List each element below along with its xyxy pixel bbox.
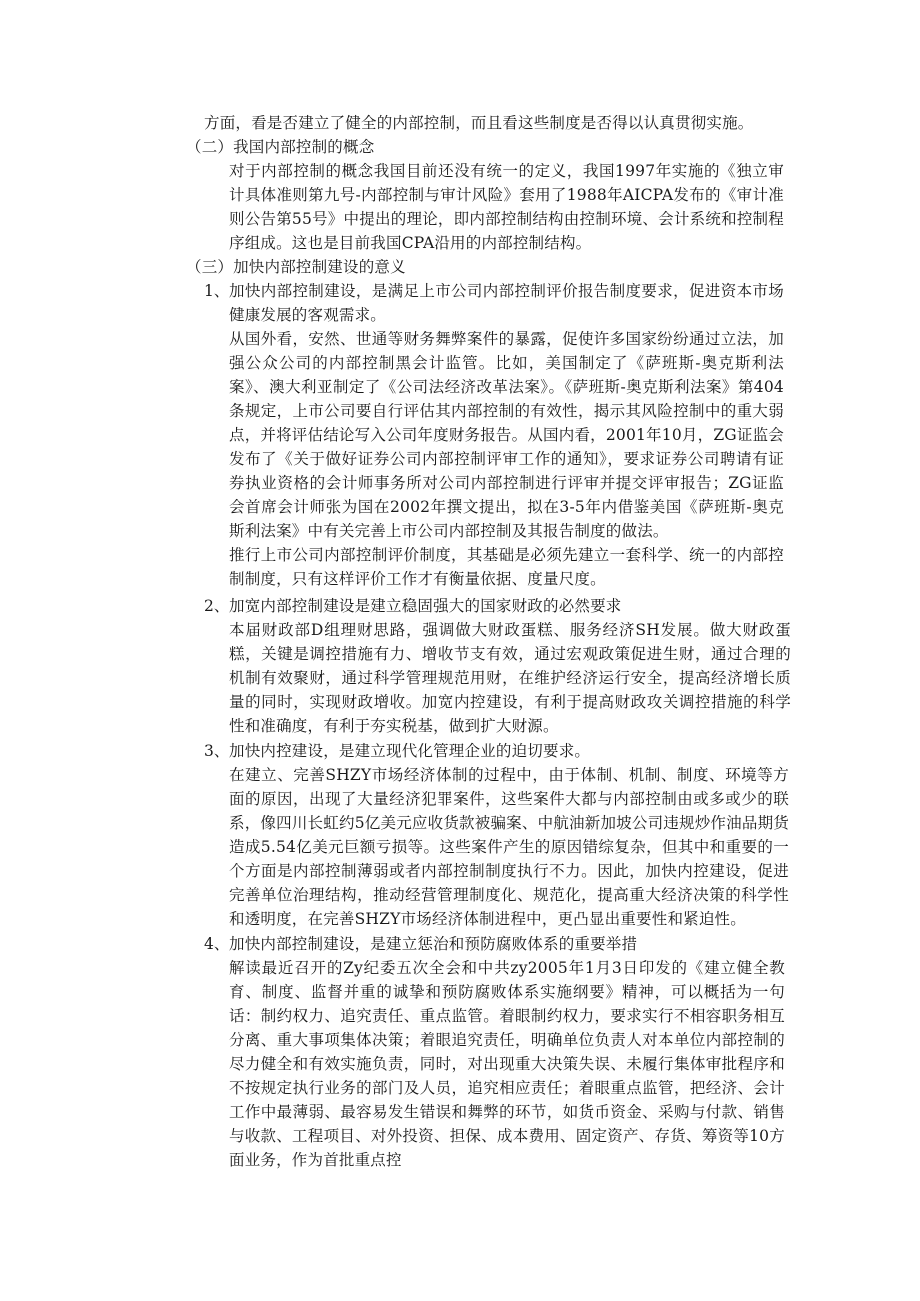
item-1-paragraph-1: 从国外看，安然、世通等财务舞弊案件的暴露，促使许多国家纷纷通过立法，加强公众公司的内部控制黑会计监管。比如，美国制定了《萨班斯-奥克斯利法案》、澳大利亚制定了《公司法经济改革法案》。《萨班斯-奥克斯利法案》第404条规定，上市公司要自行评估其内部控制的有效性，揭示其风险控制中的重大弱点，并将评估结论写入公司年度财务报告。从国内看，2001年10月，ZG证监会发布了《关于做好证券公司内部控制评审工作的通知》，要求证券公司聘请有证券执业资格的会计师事务所对公司内部控制进行评审并提交评审报告；ZG证监会首席会计师张为国在2002年撰文提出，拟在3-5年内借鉴美国《萨班斯-奥克斯利法案》中有关完善上市公司内部控制及其报告制度的做法。 xyxy=(229,330,784,540)
section-2-paragraph: 对于内部控制的概念我国目前还没有统一的定义，我国1997年实施的《独立审计具体准则第九号-内部控制与审计风险》套用了1988年AICPA发布的《审计准则公告第55号》中提出的理论，即内部控制结构由控制环境、会计系统和控制程序组成。这也是目前我国CPA沿用的内部控制结构。 xyxy=(229,162,784,252)
continuation-line: 方面，看是否建立了健全的内部控制，而且看这些制度是否得以认真贯彻实施。 xyxy=(204,114,754,132)
item-2-paragraph-1: 本届财政部D组理财思路，强调做大财政蛋糕、服务经济SH发展。做大财政蛋糕，关键是调控措施有力、增收节支有效，通过宏观政策促进生财，通过合理的机制有效聚财，通过科学管理规范用财，在维护经济运行安全，提高经济增长质量的同时，实现财政增收。加宽内控建设，有利于提高财政攻关调控措施的科学性和准确度，有利于夯实税基，做到扩大财源。 xyxy=(229,621,791,735)
item-1-paragraph-2: 推行上市公司内部控制评价制度，其基础是必须先建立一套科学、统一的内部控制制度，只有这样评价工作才有衡量依据、度量尺度。 xyxy=(229,546,784,588)
item-4-number: 4、 xyxy=(204,935,230,953)
section-heading-3: （三）加快内部控制建设的意义 xyxy=(186,258,406,276)
item-3-paragraph-1: 在建立、完善SHZY市场经济体制的过程中，由于体制、机制、制度、环境等方面的原因，出现了大量经济犯罪案件，这些案件大都与内部控制由或多或少的联系，像四川长虹约5亿美元应收货款被骗案、中航油新加坡公司违规炒作油品期货造成5.54亿美元巨额亏损等。这些案件产生的原因错综复杂，但其中和重要的一个方面是内部控制薄弱或者内部控制制度执行不力。因此，加快内控建设，促进完善单位治理结构，推动经营管理制度化、规范化，提高重大经济决策的科学性和透明度，在完善SHZY市场经济体制进程中，更凸显出重要性和紧迫性。 xyxy=(229,766,789,928)
item-3-number: 3、 xyxy=(204,742,230,760)
item-4-title: 加快内部控制建设，是建立惩治和预防腐败体系的重要举措 xyxy=(229,935,638,953)
section-heading-2: （二）我国内部控制的概念 xyxy=(186,138,375,156)
item-4-paragraph-1: 解读最近召开的Zy纪委五次全会和中共zy2005年1月3日印发的《建立健全教育、制度、监督并重的诚挚和预防腐败体系实施纲要》精神，可以概括为一句话：制约权力、追究责任、重点监管。着眼制约权力，要求实行不相容职务相互分离、重大事项集体决策；着眼追究责任，明确单位负责人对本单位内部控制的尽力健全和有效实施负责，同时，对出现重大决策失误、未履行集体审批程序和不按规定执行业务的部门及人员，追究相应责任；着眼重点监管，把经济、会计工作中最薄弱、最容易发生错误和舞弊的环节，如货币资金、采购与付款、销售与收款、工程项目、对外投资、担保、成本费用、固定资产、存货、筹资等10方面业务，作为首批重点控 xyxy=(229,959,785,1169)
item-3-title: 加快内控建设，是建立现代化管理企业的迫切要求。 xyxy=(229,742,591,760)
item-2-number: 2、 xyxy=(204,597,230,615)
item-1-number: 1、 xyxy=(204,282,230,300)
item-1-title: 加快内部控制建设，是满足上市公司内部控制评价报告制度要求，促进资本市场健康发展的客观需求。 xyxy=(229,282,784,324)
item-2-title: 加宽内部控制建设是建立稳固强大的国家财政的必然要求 xyxy=(229,597,622,615)
